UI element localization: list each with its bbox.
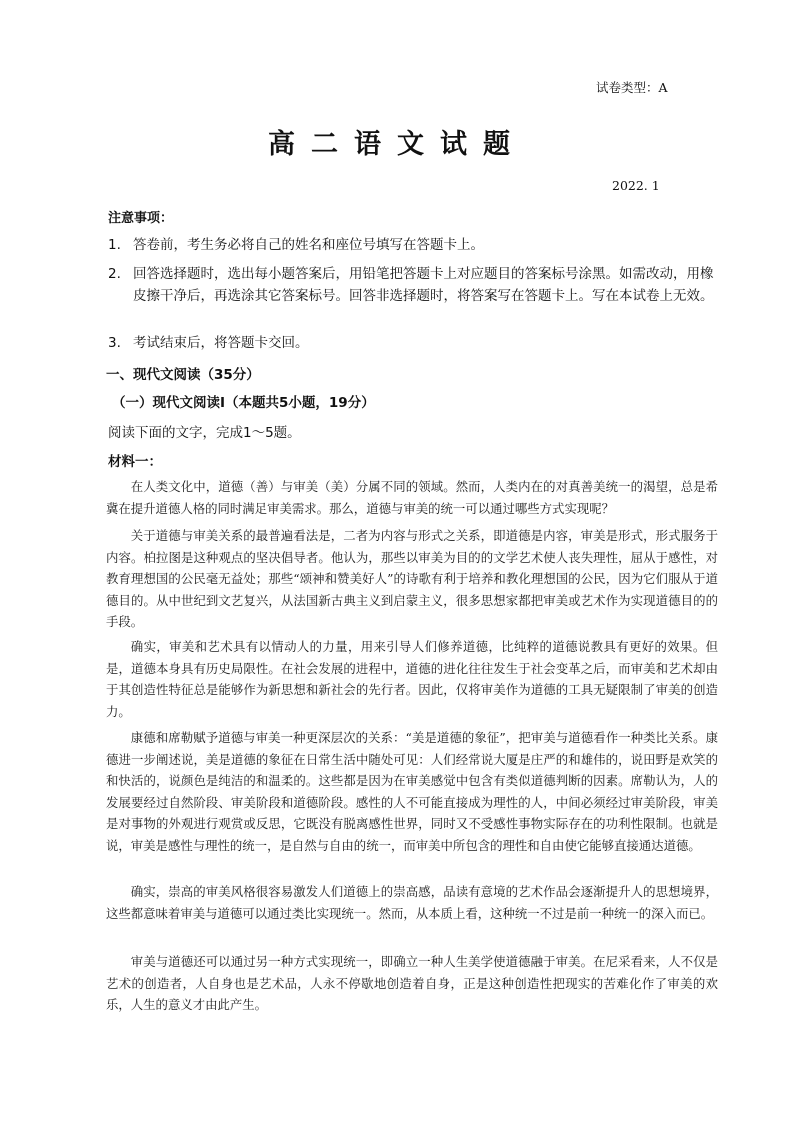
notice-item xyxy=(108,332,718,354)
body-paragraph: 审美与道德还可以通过另一种方式实现统一，即确立一种人生美学使道德融于审美。在尼采看来，人不仅是艺术的创造者，人自身也是艺术品，人永不停歇地创造着自身，正是这种创造性把现实的苦难化作了审美的欢乐，人生的意义才由此产生。 xyxy=(106,954,718,1012)
body-paragraph: 康德和席勒赋予道德与审美一种更深层次的关系：“美是道德的象征”，把审美与道德看作一种类比关系。康德进一步阐述说，美是道德的象征在日常生活中随处可见：人们经常说大厦是庄严的和雄伟的，说田野是欢笑的和快活的，说颜色是纯洁的和温柔的。这些都是因为在审美感觉中包含有类似道德判断的因素。席勒认为，人的发展要经过自然阶段、审美阶段和道德阶段。感性的人不可能直接成为理性的人，中间必须经过审美阶段，审美是对事物的外观进行观赏或反思，它既没有脱离感性世界，同时又不受感性事物实际存在的功利性限制。也就是说，审美是感性与理性的统一，是自然与自由的统一，而审美中所包含的理性和自由使它能够直接通达道德。 xyxy=(106,730,718,853)
reading-instruction: 阅读下面的文字，完成1～5题。 xyxy=(108,425,301,441)
notice-item xyxy=(108,263,718,307)
body-paragraph: 确实，审美和艺术具有以情动人的力量，用来引导人们修养道德，比纯粹的道德说教具有更好的效果。但是，道德本身具有历史局限性。在社会发展的进程中，道德的进化往往发生于社会变革之后，而审美和艺术却由于其创造性特征总是能够作为新思想和新社会的先行者。因此，仅将审美作为道德的工具无疑限制了审美的创造力。 xyxy=(106,639,718,719)
material-label: 材料一： xyxy=(108,454,162,470)
notice-item xyxy=(108,234,718,256)
notice-item-number: 2. xyxy=(108,266,121,282)
subsection-heading: （一）现代文阅读Ⅰ（本题共5小题，19分） xyxy=(112,395,375,411)
body-paragraph: 在人类文化中，道德（善）与审美（美）分属不同的领域。然而，人类内在的对真善美统一的渴望，总是希冀在提升道德人格的同时满足审美需求。那么，道德与审美的统一可以通过哪些方式实现呢？ xyxy=(106,479,718,516)
exam-date: 2022. 1 xyxy=(612,178,660,193)
notice-item-text: 回答选择题时，选出每小题答案后，用铅笔把答题卡上对应题目的答案标号涂黑。如需改动，用橡皮擦干净后，再选涂其它答案标号。回答非选择题时，将答案写在答题卡上。写在本试卷上无效。 xyxy=(133,266,714,304)
notice-heading: 注意事项： xyxy=(108,211,174,226)
notice-item-text: 答卷前，考生务必将自己的姓名和座位号填写在答题卡上。 xyxy=(133,237,484,253)
notice-item-text: 考试结束后，将答题卡交回。 xyxy=(133,335,309,351)
body-paragraph: 确实，崇高的审美风格很容易激发人们道德上的崇高感，品读有意境的艺术作品会逐渐提升人的思想境界，这些都意味着审美与道德可以通过类比实现统一。然而，从本质上看，这种统一不过是前一种统一的深入而已。 xyxy=(106,884,718,921)
paper-type-label: 试卷类型：A xyxy=(596,80,668,95)
body-paragraph: 关于道德与审美关系的最普遍看法是，二者为内容与形式之关系，即道德是内容，审美是形式，形式服务于内容。柏拉图是这种观点的坚决倡导者。他认为，那些以审美为目的的文学艺术使人丧失理性，屈从于感性，对教育理想国的公民毫无益处；那些“颂神和赞美好人”的诗歌有利于培养和教化理想国的公民，因为它们服从于道德目的。从中世纪到文艺复兴，从法国新古典主义到启蒙主义，很多思想家都把审美或艺术作为实现道德目的的手段。 xyxy=(106,528,718,629)
page-title: 高二语文试题 xyxy=(268,129,526,160)
section-heading: 一、现代文阅读（35分） xyxy=(106,367,260,383)
notice-item-number: 3. xyxy=(108,335,121,351)
notice-item-number: 1. xyxy=(108,237,121,253)
